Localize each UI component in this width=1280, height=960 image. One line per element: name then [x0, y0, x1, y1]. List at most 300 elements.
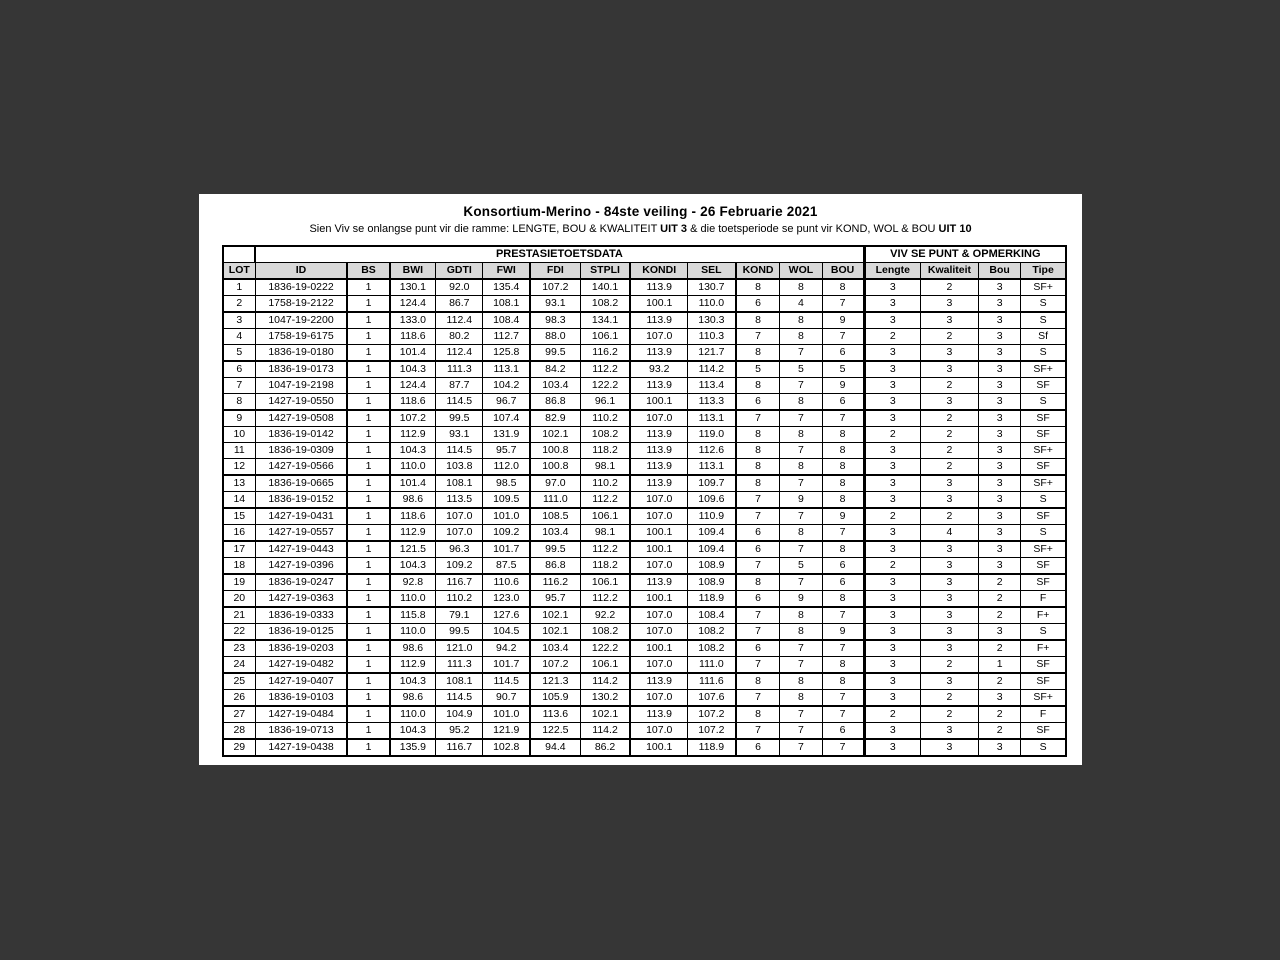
cell-kondi: 100.1	[630, 394, 687, 411]
cell-wol: 8	[780, 312, 822, 329]
cell-gdti: 107.0	[436, 525, 483, 542]
cell-kond: 7	[736, 624, 780, 641]
cell-lot: 22	[223, 624, 255, 641]
table-row	[223, 410, 1066, 427]
subtitle-text: & die toetsperiode se punt vir KOND, WOL & BOU	[687, 223, 939, 235]
cell-fdi: 107.2	[530, 657, 580, 674]
cell-sel: 108.4	[688, 607, 736, 624]
table-row	[223, 312, 1066, 329]
cell-fwi: 108.1	[483, 296, 530, 313]
cell-kwaliteit: 3	[920, 312, 978, 329]
cell-bou: 8	[822, 673, 864, 690]
cell-wol: 8	[780, 329, 822, 345]
cell-bou: 2	[979, 706, 1021, 723]
column-header-bou-12: BOU	[822, 263, 864, 280]
cell-bwi: 92.8	[390, 574, 436, 591]
column-header-bou-15: Bou	[979, 263, 1021, 280]
cell-kondi: 113.9	[630, 312, 687, 329]
cell-id: 1836-19-0665	[255, 475, 347, 492]
cell-lengte: 2	[864, 329, 920, 345]
cell-tipe: SF	[1021, 558, 1066, 575]
cell-lot: 5	[223, 345, 255, 362]
cell-sel: 107.6	[688, 690, 736, 707]
cell-stpli: 112.2	[580, 492, 630, 509]
cell-kondi: 113.9	[630, 378, 687, 394]
cell-tipe: S	[1021, 492, 1066, 509]
cell-id: 1427-19-0550	[255, 394, 347, 411]
cell-lot: 2	[223, 296, 255, 313]
cell-kondi: 100.1	[630, 296, 687, 313]
cell-fdi: 105.9	[530, 690, 580, 707]
cell-fdi: 93.1	[530, 296, 580, 313]
cell-lot: 26	[223, 690, 255, 707]
cell-stpli: 96.1	[580, 394, 630, 411]
cell-wol: 4	[780, 296, 822, 313]
table-row	[223, 525, 1066, 542]
cell-fwi: 113.1	[483, 361, 530, 378]
cell-wol: 7	[780, 574, 822, 591]
cell-gdti: 109.2	[436, 558, 483, 575]
cell-bs: 1	[347, 574, 389, 591]
cell-bs: 1	[347, 394, 389, 411]
cell-stpli: 118.2	[580, 443, 630, 459]
table-row	[223, 640, 1066, 657]
cell-bou: 7	[822, 640, 864, 657]
cell-lot: 15	[223, 508, 255, 525]
cell-id: 1427-19-0482	[255, 657, 347, 674]
cell-bwi: 118.6	[390, 508, 436, 525]
cell-bs: 1	[347, 541, 389, 558]
cell-gdti: 111.3	[436, 657, 483, 674]
cell-bs: 1	[347, 690, 389, 707]
cell-bou: 3	[979, 690, 1021, 707]
cell-fdi: 99.5	[530, 541, 580, 558]
cell-sel: 111.0	[688, 657, 736, 674]
cell-kond: 6	[736, 591, 780, 608]
cell-kwaliteit: 3	[920, 640, 978, 657]
cell-bwi: 104.3	[390, 361, 436, 378]
cell-fdi: 121.3	[530, 673, 580, 690]
cell-bou: 7	[822, 329, 864, 345]
column-header-stpli-7: STPLI	[580, 263, 630, 280]
cell-bs: 1	[347, 657, 389, 674]
cell-tipe: F	[1021, 591, 1066, 608]
table-row	[223, 508, 1066, 525]
table-row	[223, 475, 1066, 492]
cell-tipe: SF	[1021, 410, 1066, 427]
cell-wol: 5	[780, 558, 822, 575]
cell-tipe: S	[1021, 624, 1066, 641]
cell-gdti: 111.3	[436, 361, 483, 378]
column-header-fwi-5: FWI	[483, 263, 530, 280]
cell-gdti: 113.5	[436, 492, 483, 509]
cell-bwi: 101.4	[390, 345, 436, 362]
cell-kondi: 107.0	[630, 624, 687, 641]
cell-tipe: SF	[1021, 508, 1066, 525]
cell-stpli: 112.2	[580, 361, 630, 378]
cell-tipe: S	[1021, 525, 1066, 542]
cell-lot: 23	[223, 640, 255, 657]
cell-kond: 6	[736, 394, 780, 411]
cell-gdti: 116.7	[436, 739, 483, 756]
cell-stpli: 140.1	[580, 279, 630, 296]
cell-gdti: 96.3	[436, 541, 483, 558]
cell-wol: 9	[780, 591, 822, 608]
cell-tipe: SF+	[1021, 279, 1066, 296]
cell-wol: 8	[780, 279, 822, 296]
cell-sel: 109.6	[688, 492, 736, 509]
cell-lengte: 2	[864, 508, 920, 525]
cell-bwi: 112.9	[390, 657, 436, 674]
cell-lot: 8	[223, 394, 255, 411]
cell-bou: 9	[822, 624, 864, 641]
section-header-viv-se-punt: VIV SE PUNT & OPMERKING	[864, 246, 1066, 263]
cell-tipe: SF	[1021, 427, 1066, 443]
cell-bou: 3	[979, 296, 1021, 313]
cell-gdti: 80.2	[436, 329, 483, 345]
cell-id: 1836-19-0713	[255, 723, 347, 740]
cell-sel: 110.0	[688, 296, 736, 313]
table-row	[223, 443, 1066, 459]
cell-kond: 7	[736, 690, 780, 707]
cell-kondi: 107.0	[630, 723, 687, 740]
cell-gdti: 112.4	[436, 345, 483, 362]
cell-bwi: 104.3	[390, 723, 436, 740]
cell-gdti: 114.5	[436, 443, 483, 459]
cell-fdi: 103.4	[530, 378, 580, 394]
cell-bou: 8	[822, 492, 864, 509]
cell-fdi: 102.1	[530, 624, 580, 641]
table-row	[223, 279, 1066, 296]
cell-id: 1427-19-0431	[255, 508, 347, 525]
column-header-bs-2: BS	[347, 263, 389, 280]
column-header-kondi-8: KONDI	[630, 263, 687, 280]
cell-sel: 121.7	[688, 345, 736, 362]
cell-kwaliteit: 2	[920, 657, 978, 674]
cell-id: 1427-19-0508	[255, 410, 347, 427]
cell-bs: 1	[347, 591, 389, 608]
cell-id: 1427-19-0566	[255, 459, 347, 476]
cell-sel: 107.2	[688, 706, 736, 723]
cell-wol: 7	[780, 345, 822, 362]
cell-wol: 7	[780, 443, 822, 459]
cell-bou: 6	[822, 345, 864, 362]
page-title: Konsortium-Merino - 84ste veiling - 26 Februarie 2021	[463, 204, 818, 219]
cell-bs: 1	[347, 706, 389, 723]
cell-wol: 8	[780, 459, 822, 476]
cell-bou: 3	[979, 541, 1021, 558]
cell-bwi: 133.0	[390, 312, 436, 329]
cell-lot: 27	[223, 706, 255, 723]
corner-cell	[223, 246, 255, 263]
cell-bou: 9	[822, 378, 864, 394]
cell-kond: 8	[736, 378, 780, 394]
cell-fdi: 82.9	[530, 410, 580, 427]
cell-kondi: 113.9	[630, 279, 687, 296]
cell-bwi: 98.6	[390, 640, 436, 657]
cell-kond: 6	[736, 640, 780, 657]
cell-sel: 119.0	[688, 427, 736, 443]
table-row	[223, 361, 1066, 378]
table-row	[223, 345, 1066, 362]
cell-fdi: 113.6	[530, 706, 580, 723]
cell-lot: 4	[223, 329, 255, 345]
cell-tipe: SF+	[1021, 690, 1066, 707]
cell-gdti: 103.8	[436, 459, 483, 476]
cell-bou: 7	[822, 525, 864, 542]
cell-bs: 1	[347, 640, 389, 657]
cell-fwi: 123.0	[483, 591, 530, 608]
cell-bou: 7	[822, 607, 864, 624]
cell-fwi: 87.5	[483, 558, 530, 575]
cell-bwi: 115.8	[390, 607, 436, 624]
table-row	[223, 723, 1066, 740]
cell-wol: 7	[780, 723, 822, 740]
cell-gdti: 87.7	[436, 378, 483, 394]
column-header-id-1: ID	[255, 263, 347, 280]
cell-fwi: 101.7	[483, 657, 530, 674]
cell-kond: 8	[736, 673, 780, 690]
cell-bwi: 135.9	[390, 739, 436, 756]
cell-bou: 3	[979, 378, 1021, 394]
column-header-row	[223, 263, 1066, 280]
cell-tipe: F	[1021, 706, 1066, 723]
cell-bwi: 112.9	[390, 427, 436, 443]
cell-lengte: 3	[864, 361, 920, 378]
cell-bs: 1	[347, 378, 389, 394]
cell-id: 1427-19-0438	[255, 739, 347, 756]
cell-kondi: 107.0	[630, 607, 687, 624]
cell-fwi: 121.9	[483, 723, 530, 740]
cell-fdi: 103.4	[530, 525, 580, 542]
cell-wol: 7	[780, 475, 822, 492]
cell-bs: 1	[347, 624, 389, 641]
subtitle-bold-uit3: UIT 3	[660, 223, 688, 235]
cell-wol: 8	[780, 690, 822, 707]
cell-lot: 12	[223, 459, 255, 476]
cell-kwaliteit: 2	[920, 690, 978, 707]
cell-kwaliteit: 2	[920, 329, 978, 345]
table-row	[223, 378, 1066, 394]
cell-tipe: SF	[1021, 723, 1066, 740]
cell-stpli: 114.2	[580, 723, 630, 740]
cell-bou: 3	[979, 312, 1021, 329]
cell-kwaliteit: 3	[920, 574, 978, 591]
cell-lengte: 2	[864, 706, 920, 723]
cell-id: 1758-19-2122	[255, 296, 347, 313]
cell-bs: 1	[347, 329, 389, 345]
cell-kondi: 113.9	[630, 673, 687, 690]
cell-bs: 1	[347, 525, 389, 542]
cell-kond: 7	[736, 723, 780, 740]
cell-kondi: 100.1	[630, 525, 687, 542]
cell-bwi: 104.3	[390, 673, 436, 690]
cell-bou: 3	[979, 394, 1021, 411]
cell-bou: 7	[822, 296, 864, 313]
cell-bou: 3	[979, 345, 1021, 362]
cell-fdi: 102.1	[530, 607, 580, 624]
cell-stpli: 110.2	[580, 410, 630, 427]
cell-kond: 6	[736, 525, 780, 542]
table-row	[223, 394, 1066, 411]
cell-stpli: 112.2	[580, 541, 630, 558]
cell-bou: 3	[979, 361, 1021, 378]
cell-kond: 7	[736, 329, 780, 345]
cell-kwaliteit: 3	[920, 296, 978, 313]
cell-fwi: 108.4	[483, 312, 530, 329]
cell-kond: 8	[736, 312, 780, 329]
cell-fwi: 127.6	[483, 607, 530, 624]
cell-sel: 114.2	[688, 361, 736, 378]
table-row	[223, 459, 1066, 476]
cell-bou: 3	[979, 558, 1021, 575]
cell-fwi: 98.5	[483, 475, 530, 492]
cell-bwi: 110.0	[390, 459, 436, 476]
cell-bou: 2	[979, 723, 1021, 740]
section-header-row	[223, 246, 1066, 263]
cell-fwi: 110.6	[483, 574, 530, 591]
cell-bou: 6	[822, 558, 864, 575]
cell-kondi: 107.0	[630, 657, 687, 674]
cell-stpli: 98.1	[580, 525, 630, 542]
cell-fdi: 111.0	[530, 492, 580, 509]
cell-lot: 18	[223, 558, 255, 575]
column-header-lengte-13: Lengte	[864, 263, 920, 280]
cell-kond: 7	[736, 558, 780, 575]
cell-stpli: 116.2	[580, 345, 630, 362]
cell-bs: 1	[347, 410, 389, 427]
cell-wol: 8	[780, 394, 822, 411]
cell-fdi: 95.7	[530, 591, 580, 608]
cell-gdti: 99.5	[436, 624, 483, 641]
cell-fwi: 95.7	[483, 443, 530, 459]
cell-fdi: 103.4	[530, 640, 580, 657]
cell-kond: 5	[736, 361, 780, 378]
cell-id: 1836-19-0142	[255, 427, 347, 443]
cell-bou: 1	[979, 657, 1021, 674]
cell-id: 1836-19-0333	[255, 607, 347, 624]
cell-bou: 2	[979, 640, 1021, 657]
cell-wol: 5	[780, 361, 822, 378]
table-row	[223, 558, 1066, 575]
cell-lengte: 3	[864, 624, 920, 641]
table-row	[223, 574, 1066, 591]
cell-kwaliteit: 2	[920, 410, 978, 427]
cell-sel: 108.2	[688, 640, 736, 657]
cell-bou: 3	[979, 443, 1021, 459]
cell-bwi: 130.1	[390, 279, 436, 296]
cell-wol: 7	[780, 410, 822, 427]
cell-fwi: 131.9	[483, 427, 530, 443]
cell-kond: 7	[736, 657, 780, 674]
cell-fwi: 109.2	[483, 525, 530, 542]
cell-fdi: 99.5	[530, 345, 580, 362]
cell-bou: 8	[822, 443, 864, 459]
cell-wol: 8	[780, 624, 822, 641]
cell-fwi: 104.2	[483, 378, 530, 394]
cell-id: 1427-19-0407	[255, 673, 347, 690]
cell-bou: 7	[822, 739, 864, 756]
cell-fwi: 107.4	[483, 410, 530, 427]
cell-kondi: 107.0	[630, 508, 687, 525]
cell-bou: 8	[822, 541, 864, 558]
cell-kondi: 113.9	[630, 345, 687, 362]
cell-kondi: 113.9	[630, 475, 687, 492]
column-header-sel-9: SEL	[688, 263, 736, 280]
cell-sel: 113.1	[688, 410, 736, 427]
cell-stpli: 130.2	[580, 690, 630, 707]
cell-id: 1427-19-0443	[255, 541, 347, 558]
cell-kwaliteit: 2	[920, 459, 978, 476]
cell-gdti: 104.9	[436, 706, 483, 723]
cell-bou: 8	[822, 591, 864, 608]
cell-bou: 9	[822, 312, 864, 329]
cell-lengte: 3	[864, 541, 920, 558]
cell-kond: 6	[736, 739, 780, 756]
cell-id: 1836-19-0309	[255, 443, 347, 459]
cell-bwi: 110.0	[390, 706, 436, 723]
cell-fdi: 86.8	[530, 394, 580, 411]
cell-bwi: 124.4	[390, 296, 436, 313]
cell-bs: 1	[347, 673, 389, 690]
cell-sel: 118.9	[688, 591, 736, 608]
cell-kond: 8	[736, 345, 780, 362]
cell-lengte: 3	[864, 345, 920, 362]
cell-fdi: 122.5	[530, 723, 580, 740]
cell-lot: 3	[223, 312, 255, 329]
cell-id: 1427-19-0484	[255, 706, 347, 723]
cell-kwaliteit: 3	[920, 475, 978, 492]
cell-wol: 7	[780, 739, 822, 756]
cell-gdti: 95.2	[436, 723, 483, 740]
cell-kondi: 113.9	[630, 427, 687, 443]
cell-stpli: 108.2	[580, 624, 630, 641]
cell-sel: 113.3	[688, 394, 736, 411]
cell-lengte: 2	[864, 558, 920, 575]
cell-bou: 8	[822, 279, 864, 296]
cell-sel: 110.9	[688, 508, 736, 525]
cell-kondi: 100.1	[630, 640, 687, 657]
cell-lot: 25	[223, 673, 255, 690]
cell-stpli: 112.2	[580, 591, 630, 608]
cell-lot: 1	[223, 279, 255, 296]
table-row	[223, 591, 1066, 608]
cell-bs: 1	[347, 558, 389, 575]
cell-stpli: 110.2	[580, 475, 630, 492]
cell-fdi: 86.8	[530, 558, 580, 575]
cell-fdi: 102.1	[530, 427, 580, 443]
cell-stpli: 86.2	[580, 739, 630, 756]
cell-stpli: 106.1	[580, 657, 630, 674]
cell-bou: 3	[979, 279, 1021, 296]
cell-sel: 113.1	[688, 459, 736, 476]
cell-kondi: 107.0	[630, 410, 687, 427]
cell-tipe: SF+	[1021, 475, 1066, 492]
cell-bou: 6	[822, 394, 864, 411]
cell-bwi: 112.9	[390, 525, 436, 542]
cell-bou: 3	[979, 329, 1021, 345]
cell-tipe: S	[1021, 394, 1066, 411]
cell-kondi: 107.0	[630, 558, 687, 575]
cell-wol: 7	[780, 657, 822, 674]
section-header-prestasietoetsdata: PRESTASIETOETSDATA	[255, 246, 864, 263]
cell-fwi: 94.2	[483, 640, 530, 657]
cell-bou: 6	[822, 574, 864, 591]
cell-lot: 6	[223, 361, 255, 378]
cell-wol: 7	[780, 640, 822, 657]
cell-kond: 8	[736, 706, 780, 723]
cell-bou: 3	[979, 475, 1021, 492]
